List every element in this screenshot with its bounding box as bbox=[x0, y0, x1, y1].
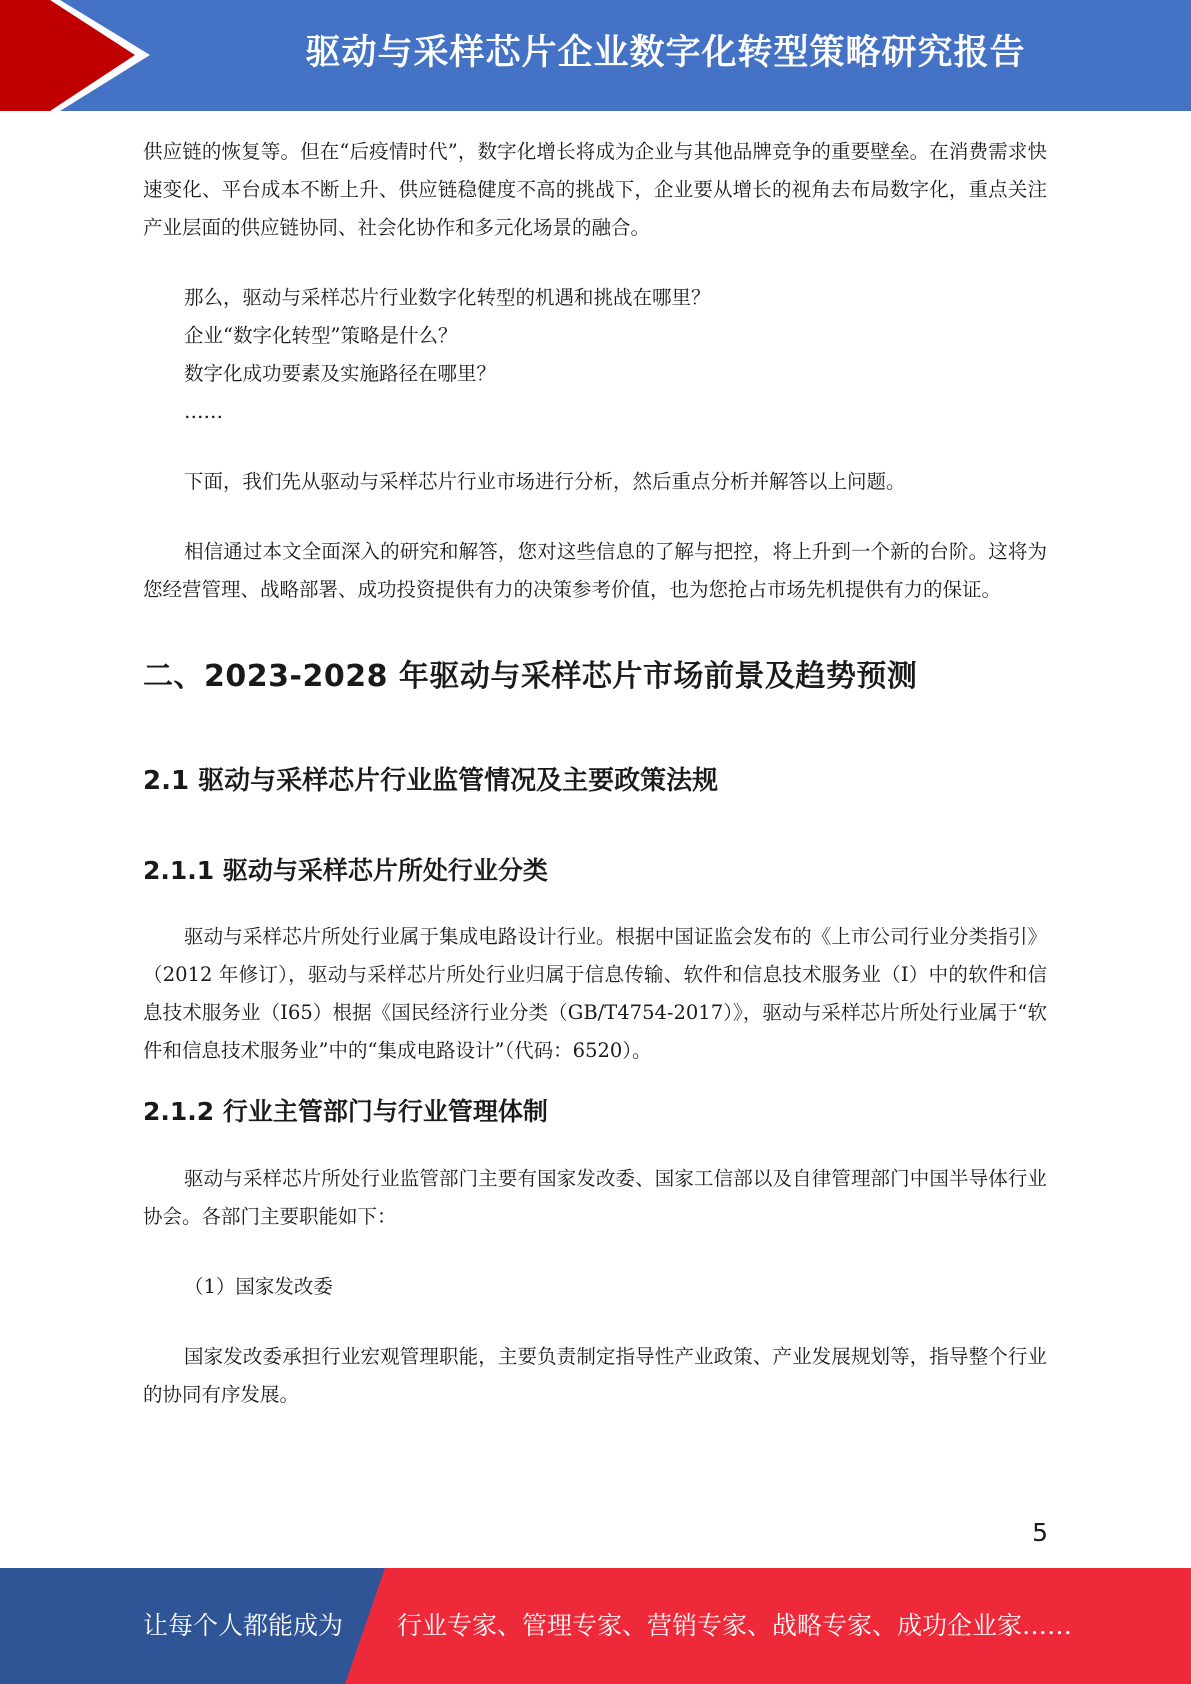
footer-slogan-left: 让每个人都能成为 bbox=[143, 1611, 344, 1640]
page-number: 5 bbox=[1032, 1518, 1048, 1547]
section-heading: 二、2023-2028 年驱动与采样芯片市场前景及趋势预测 bbox=[143, 659, 918, 694]
paragraph-analysis: 下面，我们先从驱动与采样芯片行业市场进行分析，然后重点分析并解答以上问题。 bbox=[184, 470, 906, 493]
question-1: 那么，驱动与采样芯片行业数字化转型的机遇和挑战在哪里？ bbox=[184, 286, 711, 309]
paragraph-classification: 驱动与采样芯片所处行业属于集成电路设计行业。根据中国证监会发布的《上市公司行业分类指引》（2012 年修订），驱动与采样芯片所处行业归属于信息传输、软件和信息技术服务业（I）中的软件和信息技术服务业（I65）根据《国民经济行业分类（GB/T4754-2017）》，驱动与采样芯片所处行业属于“软件和信息技术服务业”中的“集成电路设计”（代码：6520）。 bbox=[143, 925, 1047, 1062]
question-ellipsis: …… bbox=[184, 400, 223, 423]
subsubsection-heading-classification: 2.1.1 驱动与采样芯片所处行业分类 bbox=[143, 856, 548, 885]
paragraph-intro: 供应链的恢复等。但在“后疫情时代”，数字化增长将成为企业与其他品牌竞争的重要壁垒。在消费需求快速变化、平台成本不断上升、供应链稳健度不高的挑战下，企业要从增长的视角去布局数字化，重点关注产业层面的供应链协同、社会化协作和多元化场景的融合。 bbox=[143, 140, 1047, 239]
list-item-ndrc: （1）国家发改委 bbox=[184, 1275, 333, 1298]
page-footer bbox=[0, 1568, 1191, 1684]
report-title: 驱动与采样芯片企业数字化转型策略研究报告 bbox=[305, 33, 1026, 73]
paragraph-conclusion: 相信通过本文全面深入的研究和解答，您对这些信息的了解与把控，将上升到一个新的台阶。这将为您经营管理、战略部署、成功投资提供有力的决策参考价值，也为您抢占市场先机提供有力的保证。 bbox=[143, 540, 1047, 601]
paragraph-management: 驱动与采样芯片所处行业监管部门主要有国家发改委、国家工信部以及自律管理部门中国半导体行业协会。各部门主要职能如下： bbox=[143, 1167, 1047, 1228]
footer-slogan-right: 行业专家、管理专家、营销专家、战略专家、成功企业家…… bbox=[397, 1611, 1073, 1640]
page-content bbox=[143, 133, 1047, 1414]
question-3: 数字化成功要素及实施路径在哪里？ bbox=[184, 362, 497, 385]
paragraph-ndrc: 国家发改委承担行业宏观管理职能，主要负责制定指导性产业政策、产业发展规划等，指导整个行业的协同有序发展。 bbox=[143, 1345, 1047, 1406]
question-2: 企业“数字化转型”策略是什么？ bbox=[184, 324, 458, 347]
page-header bbox=[0, 0, 1191, 111]
subsection-heading: 2.1 驱动与采样芯片行业监管情况及主要政策法规 bbox=[143, 766, 719, 796]
header-arrow-icon bbox=[0, 0, 160, 111]
subsubsection-heading-management: 2.1.2 行业主管部门与行业管理体制 bbox=[143, 1097, 548, 1126]
